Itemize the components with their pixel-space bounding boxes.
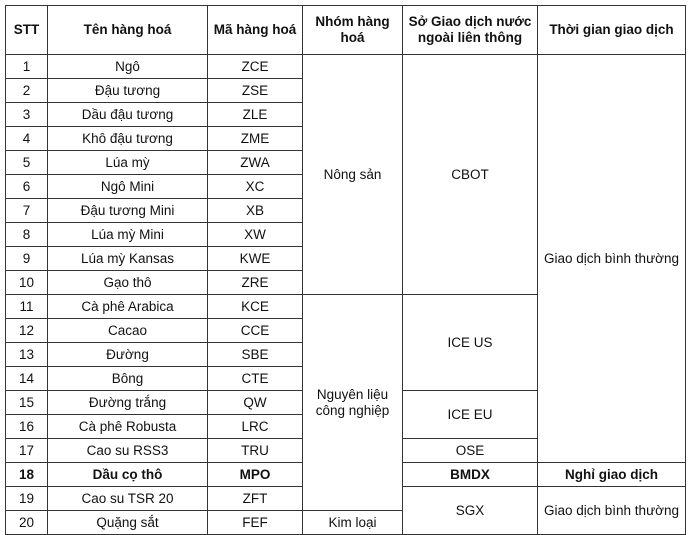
header-exchange: Sở Giao dịch nước ngoài liên thông xyxy=(403,6,538,55)
cell-name: Cacao xyxy=(48,319,208,343)
cell-name: Bông xyxy=(48,367,208,391)
cell-code: XC xyxy=(208,175,303,199)
header-row xyxy=(6,6,686,55)
cell-name: Đậu tương xyxy=(48,79,208,103)
cell-stt: 13 xyxy=(6,343,48,367)
header-stt: STT xyxy=(6,6,48,55)
cell-stt: 16 xyxy=(6,415,48,439)
cell-code: ZWA xyxy=(208,151,303,175)
cell-exchange-ice-us: ICE US xyxy=(403,295,538,391)
cell-name: Cà phê Arabica xyxy=(48,295,208,319)
cell-code: XB xyxy=(208,199,303,223)
cell-code: XW xyxy=(208,223,303,247)
cell-stt: 12 xyxy=(6,319,48,343)
cell-code: KCE xyxy=(208,295,303,319)
cell-name: Đường xyxy=(48,343,208,367)
cell-name: Đậu tương Mini xyxy=(48,199,208,223)
cell-group-kim-loai: Kim loại xyxy=(303,511,403,535)
header-time: Thời gian giao dịch xyxy=(538,6,686,55)
table-row xyxy=(6,55,686,79)
cell-stt: 8 xyxy=(6,223,48,247)
cell-exchange-ose: OSE xyxy=(403,439,538,463)
cell-stt: 15 xyxy=(6,391,48,415)
commodity-table xyxy=(5,5,686,535)
cell-time-suspended: Nghỉ giao dịch xyxy=(538,463,686,487)
cell-stt: 20 xyxy=(6,511,48,535)
cell-group-nong-san: Nông sản xyxy=(303,55,403,295)
cell-code: SBE xyxy=(208,343,303,367)
header-code: Mã hàng hoá xyxy=(208,6,303,55)
header-group: Nhóm hàng hoá xyxy=(303,6,403,55)
cell-code: ZRE xyxy=(208,271,303,295)
cell-exchange-ice-eu: ICE EU xyxy=(403,391,538,439)
cell-stt: 2 xyxy=(6,79,48,103)
cell-code: MPO xyxy=(208,463,303,487)
cell-stt: 7 xyxy=(6,199,48,223)
cell-name: Ngô Mini xyxy=(48,175,208,199)
cell-time-normal: Giao dịch bình thường xyxy=(538,55,686,463)
cell-stt: 9 xyxy=(6,247,48,271)
cell-stt: 11 xyxy=(6,295,48,319)
cell-stt: 3 xyxy=(6,103,48,127)
cell-exchange-cbot: CBOT xyxy=(403,55,538,295)
cell-code: LRC xyxy=(208,415,303,439)
cell-code: ZSE xyxy=(208,79,303,103)
cell-exchange-bmdx: BMDX xyxy=(403,463,538,487)
cell-exchange-sgx: SGX xyxy=(403,487,538,535)
cell-code: ZFT xyxy=(208,487,303,511)
cell-code: CCE xyxy=(208,319,303,343)
cell-code: ZME xyxy=(208,127,303,151)
cell-stt: 5 xyxy=(6,151,48,175)
cell-name: Khô đậu tương xyxy=(48,127,208,151)
cell-code: ZLE xyxy=(208,103,303,127)
header-name: Tên hàng hoá xyxy=(48,6,208,55)
cell-name: Cao su RSS3 xyxy=(48,439,208,463)
cell-stt: 4 xyxy=(6,127,48,151)
cell-stt: 10 xyxy=(6,271,48,295)
cell-name: Dầu đậu tương xyxy=(48,103,208,127)
cell-name: Lúa mỳ xyxy=(48,151,208,175)
cell-name: Đường trắng xyxy=(48,391,208,415)
cell-code: ZCE xyxy=(208,55,303,79)
cell-name: Dầu cọ thô xyxy=(48,463,208,487)
cell-stt: 19 xyxy=(6,487,48,511)
cell-stt: 1 xyxy=(6,55,48,79)
cell-name: Quặng sắt xyxy=(48,511,208,535)
cell-code: KWE xyxy=(208,247,303,271)
cell-code: FEF xyxy=(208,511,303,535)
cell-time-normal-2: Giao dịch bình thường xyxy=(538,487,686,535)
cell-stt: 18 xyxy=(6,463,48,487)
cell-code: QW xyxy=(208,391,303,415)
cell-name: Lúa mỳ Kansas xyxy=(48,247,208,271)
cell-stt: 17 xyxy=(6,439,48,463)
cell-code: TRU xyxy=(208,439,303,463)
cell-code: CTE xyxy=(208,367,303,391)
cell-stt: 6 xyxy=(6,175,48,199)
cell-group-nguyen-lieu: Nguyên liệu công nghiệp xyxy=(303,295,403,511)
cell-stt: 14 xyxy=(6,367,48,391)
cell-name: Lúa mỳ Mini xyxy=(48,223,208,247)
cell-name: Gạo thô xyxy=(48,271,208,295)
cell-name: Cao su TSR 20 xyxy=(48,487,208,511)
cell-name: Cà phê Robusta xyxy=(48,415,208,439)
cell-name: Ngô xyxy=(48,55,208,79)
